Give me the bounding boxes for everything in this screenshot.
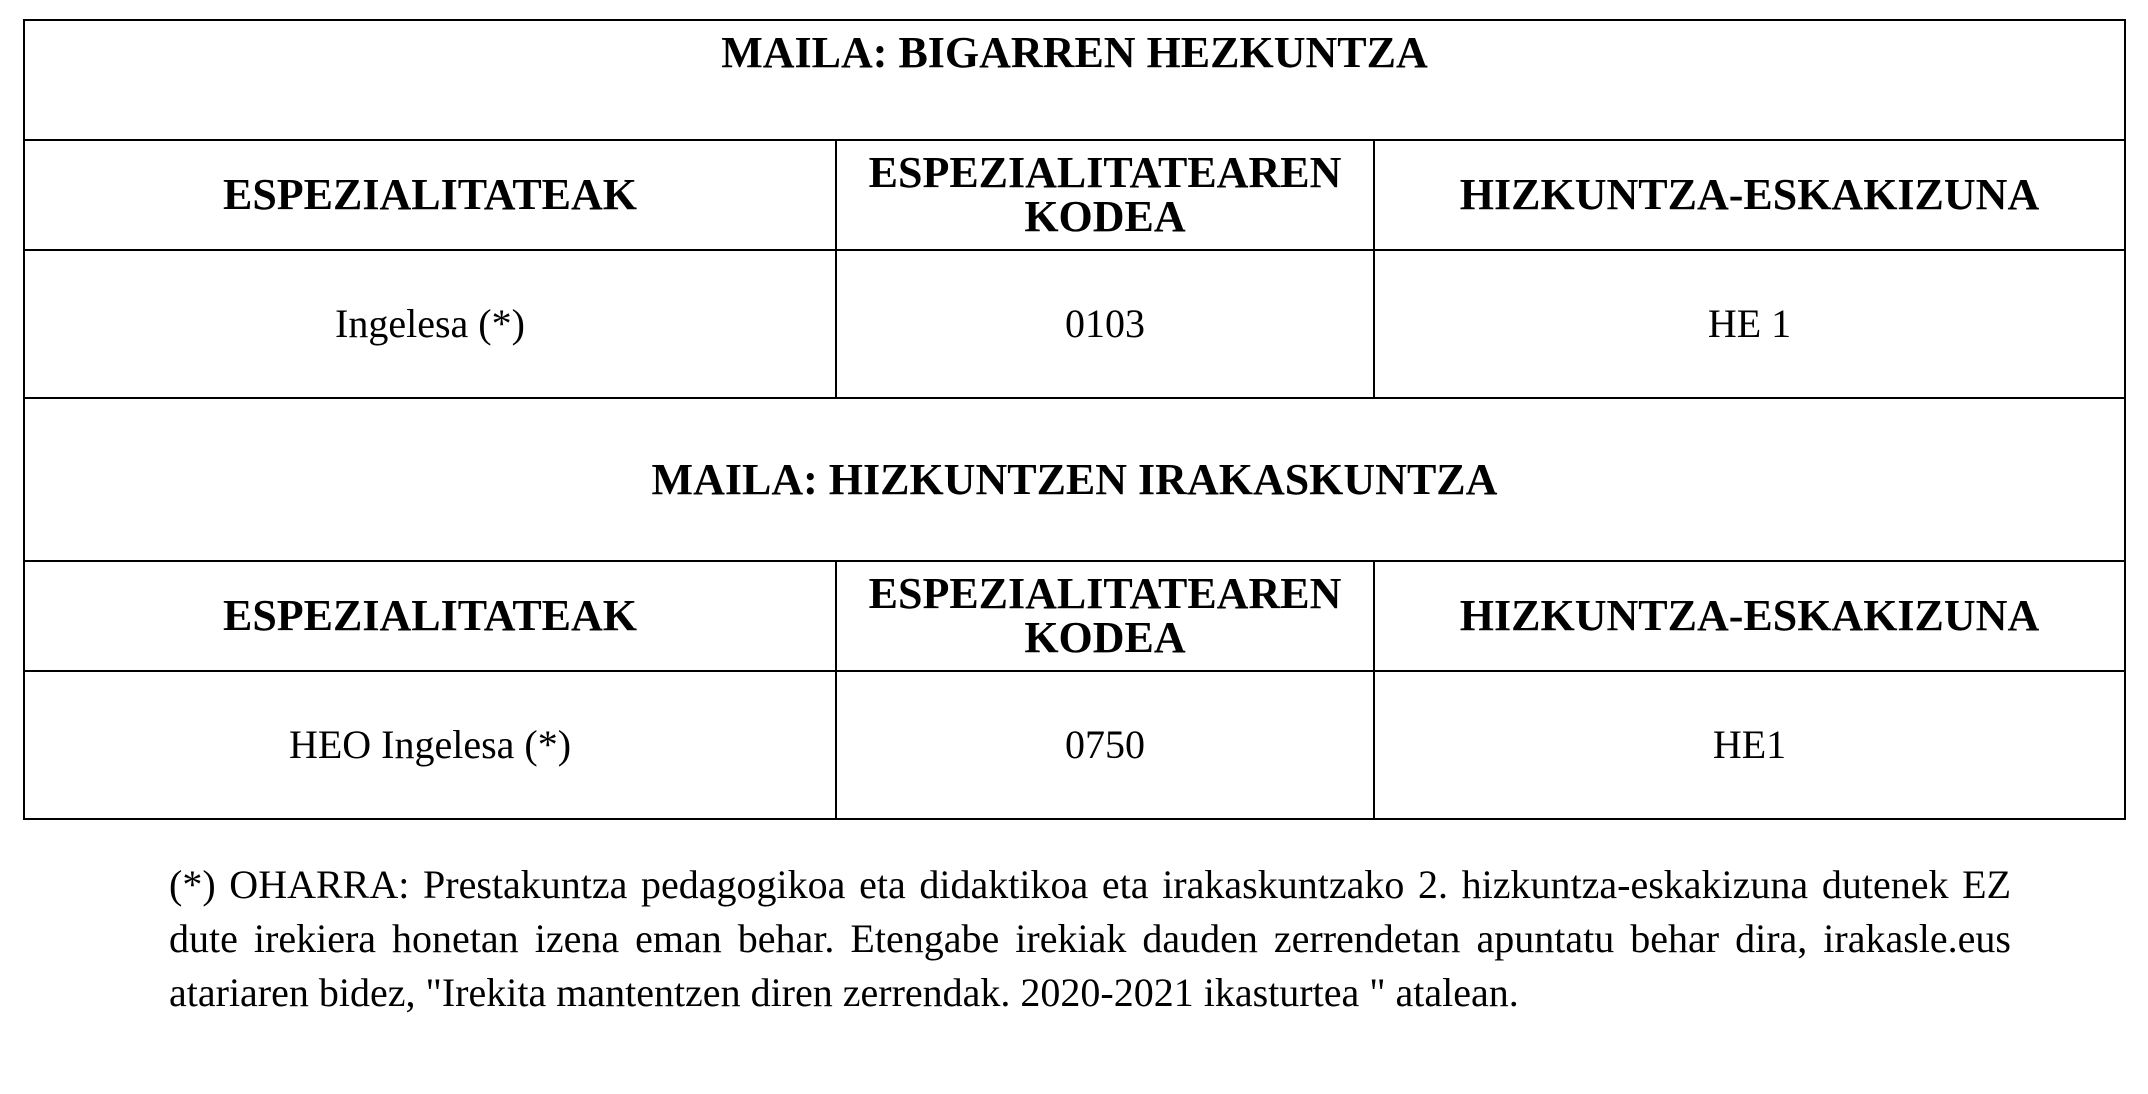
footnote: (*) OHARRA: Prestakuntza pedagogikoa eta didaktikoa eta irakaskuntzako 2. hizkuntza-eskakizuna dutenek EZ dute irekiera honetan izena eman behar. Etengabe irekiak dauden zerrendetan apuntatu behar dira, irakasle.eus atariaren bidez, "Irekita mantentzen diren zerrendak. 2020-2021 ikasturtea " atalean. [169,862,2011,1015]
language-requirement-cell: HE1 [1374,671,2125,819]
code-cell: 0750 [836,671,1374,819]
table-row [24,250,2125,398]
column-header-specialties: ESPEZIALITATEAK [24,561,836,671]
column-header-language-requirement: HIZKUNTZA-ESKAKIZUNA [1374,561,2125,671]
column-header-language-requirement: HIZKUNTZA-ESKAKIZUNA [1374,140,2125,250]
language-requirement-cell: HE 1 [1374,250,2125,398]
level-heading-languages: MAILA: HIZKUNTZEN IRAKASKUNTZA [24,398,2125,561]
code-cell: 0103 [836,250,1374,398]
level-heading-secondary: MAILA: BIGARREN HEZKUNTZA [24,20,2125,140]
column-header-specialties: ESPEZIALITATEAK [24,140,836,250]
table-row [24,671,2125,819]
specialties-table [23,19,2126,820]
column-header-code: ESPEZIALITATEAREN KODEA [836,561,1374,671]
column-header-code: ESPEZIALITATEAREN KODEA [836,140,1374,250]
specialty-cell: Ingelesa (*) [24,250,836,398]
specialty-cell: HEO Ingelesa (*) [24,671,836,819]
